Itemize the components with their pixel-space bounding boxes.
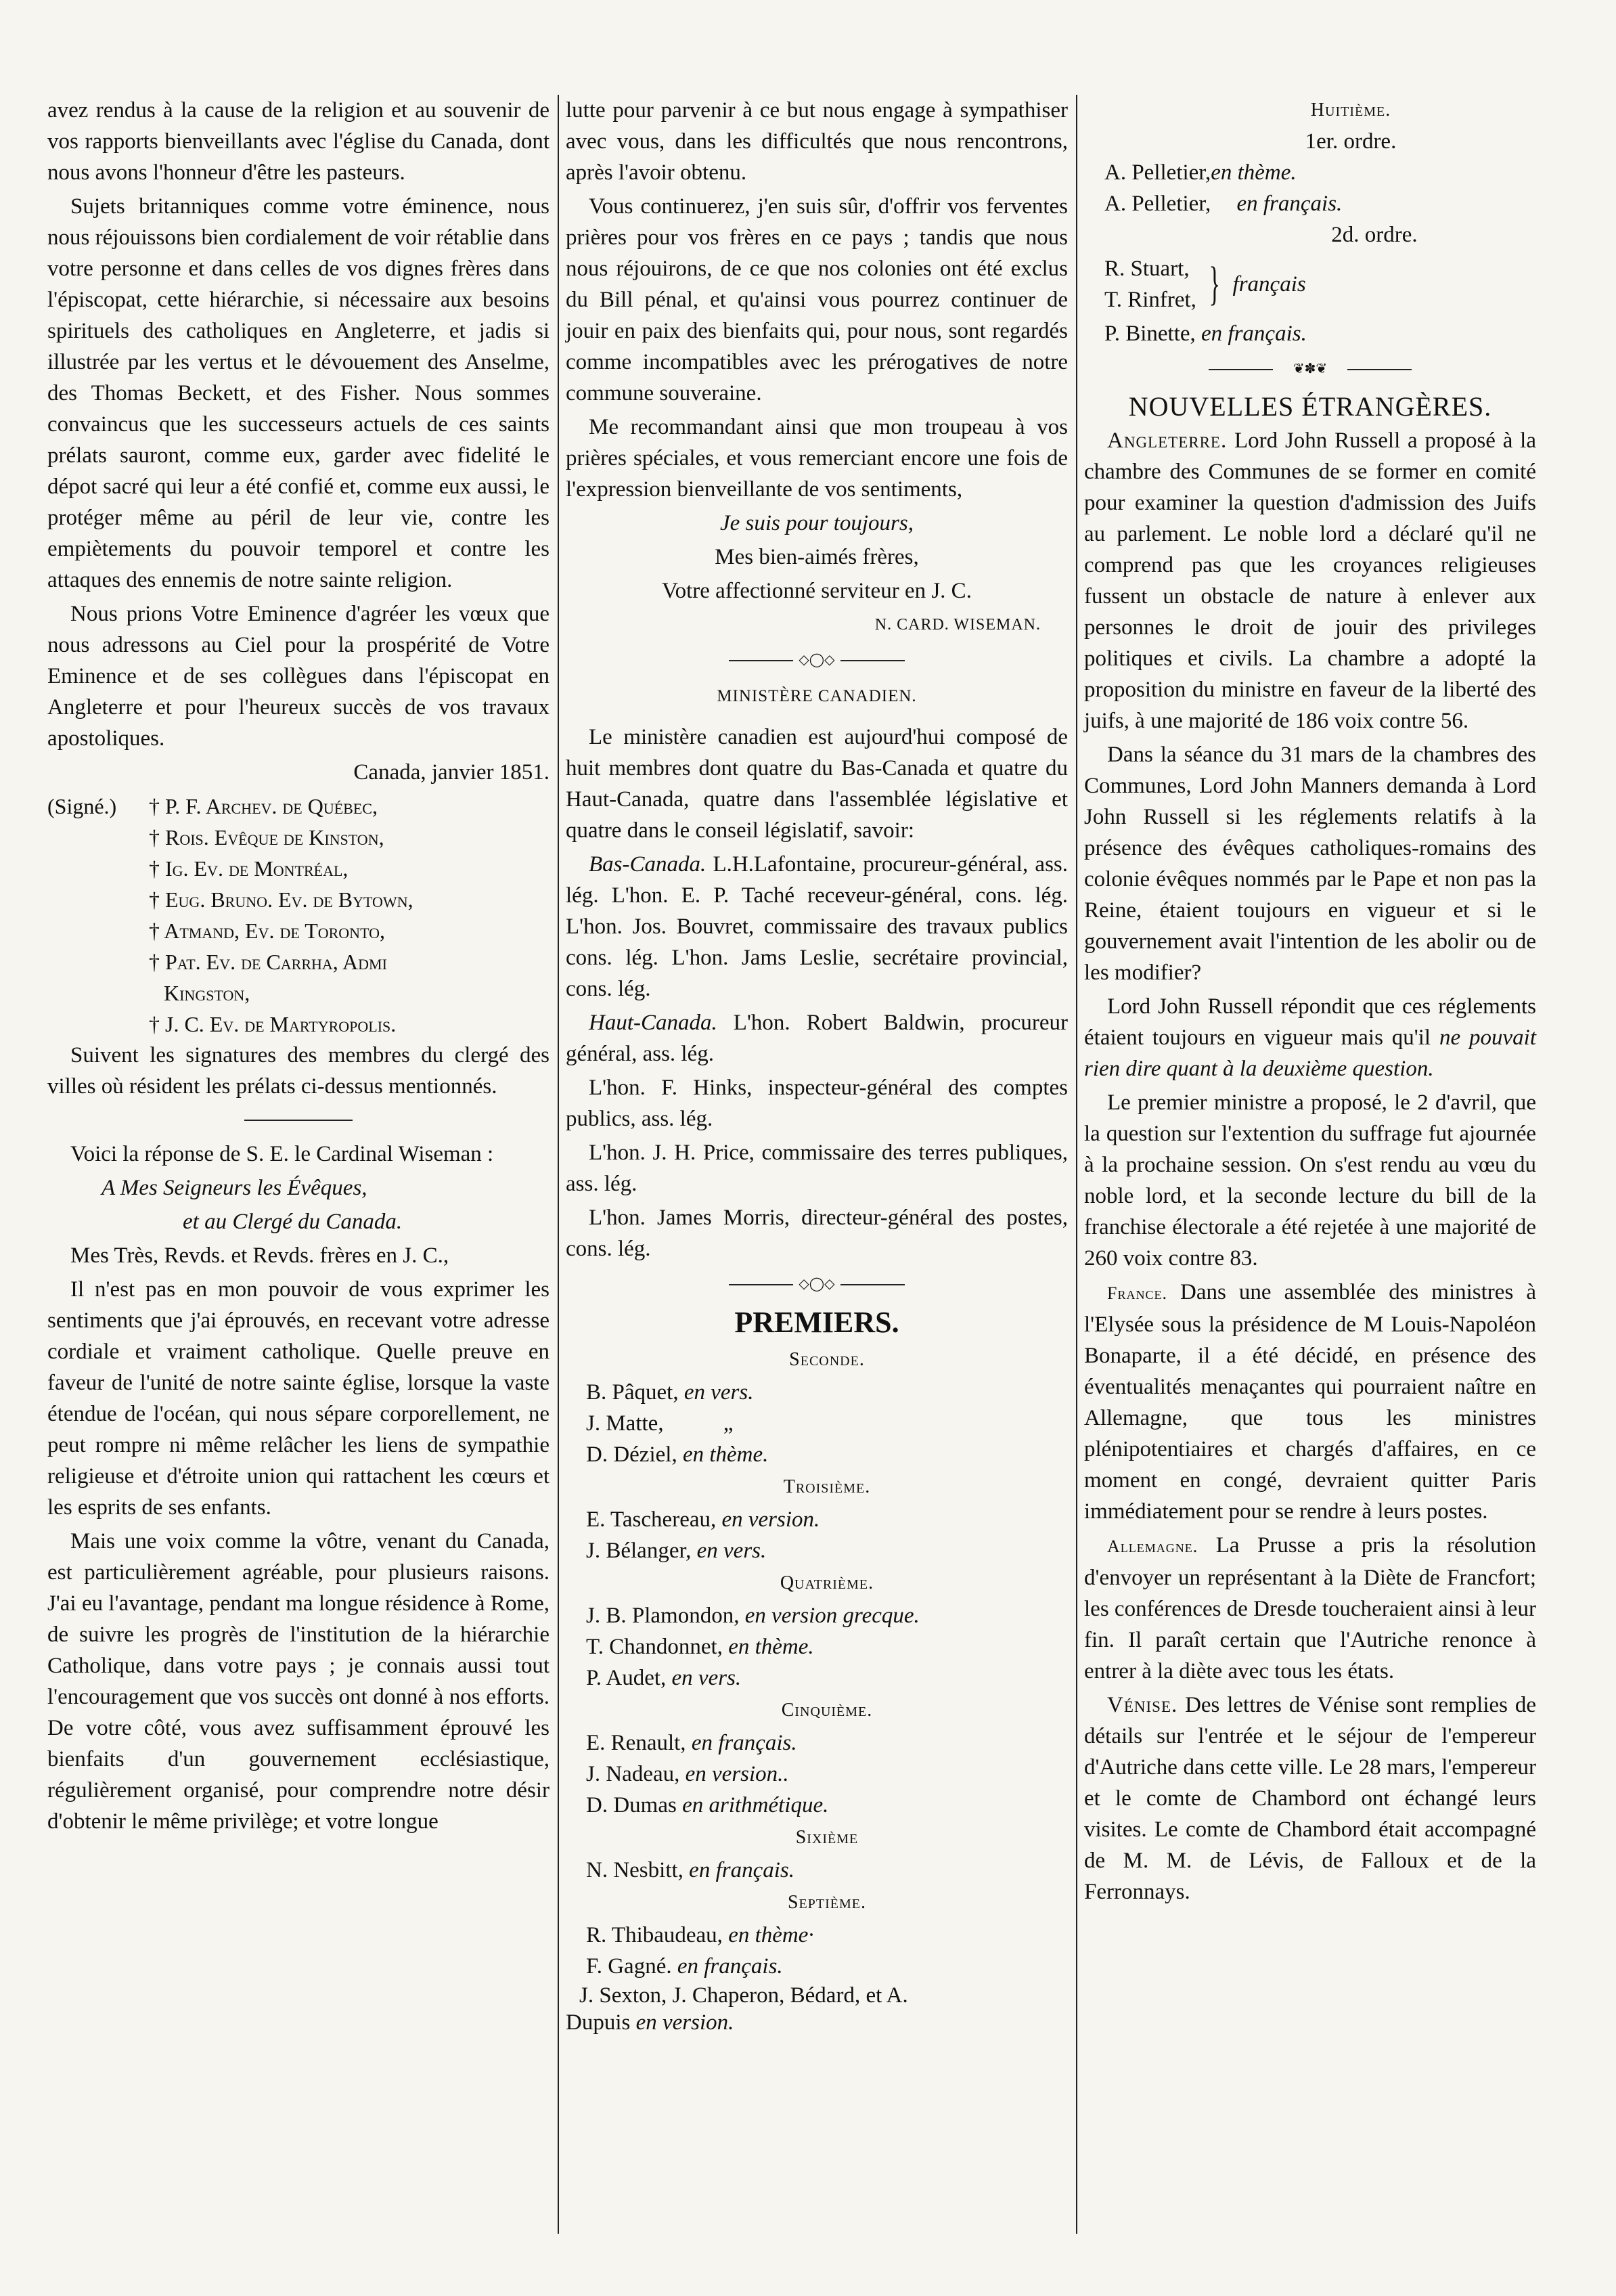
- list-item: B. Pâquet, en vers.: [586, 1380, 754, 1405]
- paragraph-text: La Prusse a pris la résolution d'envoyer un représentant à la Diète de Francfort; les conférences de Dresde toucheraient ainsi à leur fin. Il paraît certain que l'Autriche renonce à entrer à la diète avec tous les états.: [1084, 1533, 1536, 1683]
- paragraph: Me recommandant ainsi que mon troupeau à vos prières spéciales, et vous remerciant encore une fois de l'expression bienveillante de vos sentiments,: [566, 415, 1068, 502]
- column-1: [47, 95, 549, 2261]
- column-rule: [558, 95, 559, 2234]
- order-heading: 2d. ordre.: [1331, 223, 1418, 247]
- paragraph: [1084, 1277, 1536, 1527]
- bracketed-names: [1104, 253, 1536, 315]
- paragraph: Vous continuerez, j'en suis sûr, d'offrir vos ferventes prières pour vos frères en ce pays ; tandis que nous nous réjouirons, de ce que nos colonies ont été exclus du Bill pénal, et qu'ainsi vous pourrez continuer de jouir en paix des bienfaits qui, pour nous, sont regardés comme incompatibles avec les prérogatives de notre commune souveraine.: [566, 194, 1068, 405]
- paragraph: Nous prions Votre Eminence d'agréer les vœux que nous adressons au Ciel pour la prospérité de Votre Eminence et de ses collègues dans l'épiscopat en Angleterre et pour l'heureux succès de vos travaux apostoliques.: [47, 602, 549, 751]
- list-item: F. Gagné. en français.: [586, 1954, 783, 1979]
- prize-list: [1084, 157, 1536, 349]
- paragraph-text: L'hon. Robert Baldwin, procureur général, ass. lég.: [566, 1011, 1068, 1066]
- paragraph-text: ne pouvait rien dire quant à la deuxième question.: [1084, 1025, 1536, 1081]
- ornament-divider: ◇◯◇: [729, 653, 905, 669]
- signature-line: † Eug. Bruno. Ev. de Bytown,: [149, 887, 413, 912]
- ornament-divider: ◇◯◇: [729, 1277, 905, 1293]
- country-label: Angleterre.: [1107, 428, 1228, 453]
- class-heading: Seconde.: [789, 1349, 865, 1370]
- region-label: Bas-Canada.: [589, 852, 706, 877]
- list-item: N. Nesbitt, en français.: [586, 1858, 794, 1882]
- ornament-divider: ❦✽❦: [1209, 361, 1412, 378]
- list-item: P. Audet, en vers.: [586, 1666, 742, 1690]
- section-heading: PREMIERS.: [734, 1306, 899, 1339]
- class-heading: Quatrième.: [780, 1572, 874, 1593]
- paragraph-text: Dans une assemblée des ministres à l'Elysée sous la présidence de M Louis-Napoléon Bonaparte, il a été décidé, en présence des éventualités menaçantes qui pourraient naître en Allemagne, que tous les ministres plénipotentiaires et chargés d'affaires, en ce moment en congé, devraient quitter Paris immédiatement pour se rendre à leurs postes.: [1084, 1280, 1536, 1524]
- order-heading: 1er. ordre.: [1305, 129, 1397, 154]
- list-item: R. Thibaudeau, en thème·: [586, 1923, 814, 1947]
- paragraph-text: L.H.Lafontaine, procureur-général, ass. lég. L'hon. E. P. Taché receveur-général, cons. lég. L'hon. Jos. Bouvret, commissaire des travaux publics cons. lég. L'hon. Jams Leslie, secrétaire provincial, cons. lég.: [566, 852, 1068, 1001]
- country-label: France.: [1107, 1283, 1167, 1303]
- paragraph-text: Lord John Russell répondit que ces réglements étaient toujours en vigueur mais qu'il: [1084, 994, 1536, 1050]
- signature-line: † Pat. Ev. de Carrha, Admi: [149, 950, 387, 974]
- class-heading: Troisième.: [783, 1476, 871, 1497]
- country-label: Allemagne.: [1107, 1537, 1198, 1556]
- paragraph: Mes Très, Revds. et Revds. frères en J. C.,: [70, 1243, 449, 1268]
- paragraph: [566, 1007, 1068, 1069]
- section-heading: NOUVELLES ÉTRANGÈRES.: [1128, 391, 1492, 422]
- list-item: R. Stuart,: [1104, 257, 1190, 281]
- list-item: P. Binette, en français.: [1104, 322, 1307, 346]
- list-item: J. Bélanger, en vers.: [586, 1539, 767, 1563]
- signe-label: (Signé.): [47, 794, 117, 818]
- column-2: [566, 95, 1068, 2261]
- paragraph: avez rendus à la cause de la religion et au souvenir de vos rapports bienveillants avec l'église du Canada, dont nous avons l'honneur d'être les pasteurs.: [47, 98, 549, 185]
- signature-line: † Atmand, Ev. de Toronto,: [149, 919, 386, 943]
- signature-line: † Rois. Evêque de Kinston,: [149, 825, 384, 849]
- list-item: J. Matte, „: [586, 1411, 734, 1436]
- section-divider: [244, 1120, 353, 1121]
- class-heading: Septième.: [787, 1892, 866, 1913]
- newspaper-page: [47, 95, 1536, 2261]
- paragraph: [566, 849, 1068, 1005]
- paragraph: L'hon. F. Hinks, inspecteur-général des comptes publics, ass. lég.: [566, 1076, 1068, 1131]
- list-item: D. Dumas en arithmétique.: [586, 1793, 829, 1817]
- list-item: A. Pelletier,en thème.: [1104, 160, 1297, 185]
- list-item: J. B. Plamondon, en version grecque.: [586, 1604, 920, 1628]
- address-line: A Mes Seigneurs les Évêques,: [102, 1176, 367, 1200]
- signature-block: [47, 791, 549, 1040]
- paragraph: L'hon. James Morris, directeur-général des postes, cons. lég.: [566, 1206, 1068, 1261]
- address-line: et au Clergé du Canada.: [183, 1210, 403, 1234]
- class-heading: Huitième.: [1310, 100, 1391, 120]
- signature-line: † Ig. Ev. de Montréal,: [149, 856, 349, 881]
- paragraph-text: Des lettres de Vénise sont remplies de détails sur l'entrée et le séjour de l'empereur d'Autriche dans cette ville. Le 28 mars, l'empereur et le comte de Chambord ont échangé leurs visites. Le comte de Chambord était accompagné de M. M. de Lévis, de Falloux et de la Ferronnays.: [1084, 1693, 1536, 1904]
- country-label: Vénise.: [1107, 1693, 1178, 1717]
- list-item: A. Pelletier, en français.: [1104, 192, 1343, 216]
- paragraph: Le ministère canadien est aujourd'hui composé de huit membres dont quatre du Bas-Canada et quatre du Haut-Canada, quatre dans l'assemblée législative et quatre dans le conseil législatif, savoir:: [566, 725, 1068, 843]
- signature-line: † P. F. Archev. de Québec,: [149, 794, 378, 818]
- paragraph: [1084, 991, 1536, 1084]
- paragraph: L'hon. J. H. Price, commissaire des terres publiques, ass. lég.: [566, 1141, 1068, 1196]
- column-rule: [1076, 95, 1077, 2234]
- date-line: Canada, janvier 1851.: [353, 760, 549, 785]
- brace-glyph: }: [1209, 258, 1221, 310]
- list-item: J. Nadeau, en version..: [586, 1762, 789, 1786]
- paragraph: Le premier ministre a proposé, le 2 d'avril, que la question sur l'extention du suffrage fut ajournée à la prochaine session. On s'est rendu au vœu du noble lord, et la seconde lecture du bill de la franchise électorale a été rejetée à une majorité de 260 voix contre 83.: [1084, 1090, 1536, 1271]
- paragraph: [1084, 425, 1536, 736]
- signature-line: † J. C. Ev. de Martyropolis.: [149, 1012, 397, 1036]
- paragraph: Il n'est pas en mon pouvoir de vous exprimer les sentiments que j'ai éprouvés, en recevant votre adresse cordiale et vraiment catholique. Quelle preuve en faveur de l'unité de notre sainte église, lorsque la vaste étendue de l'océan, qui nous sépare corporellement, ne peut rompre ni même relâcher les liens de sympathie religieuse et d'étroite union qui rattachent les cœurs et les esprits de ses enfants.: [47, 1277, 549, 1520]
- paragraph: Sujets britanniques comme votre éminence, nous nous réjouissons bien cordialement de voir rétablie dans votre personne et dans celles de vos dignes frères dans l'épiscopat, cette hiérarchie, si nécessaire aux besoins spirituels des catholiques en Angleterre, et jadis si illustrée par les vertus et le dévouement des Anselme, des Thomas Beckett, et des Fisher. Nous sommes convaincus que les successeurs actuels de ces saints prélats sauront, comme eux, garder avec fidelité le dépot sacré qui leur a été confié et, comme eux aussi, le protéger même au péril de leur vie, contre les empiètements du pouvoir temporel et contre les attaques des ennemis de notre sainte religion.: [47, 194, 549, 592]
- column-3: [1084, 95, 1536, 2261]
- closing-line: Votre affectionné serviteur en J. C.: [662, 579, 972, 603]
- list-item: J. Sexton, J. Chaperon, Bédard, et A. Dupuis en version.: [566, 1983, 908, 2035]
- paragraph: Voici la réponse de S. E. le Cardinal Wiseman :: [70, 1142, 494, 1166]
- signature: N. CARD. WISEMAN.: [874, 616, 1041, 634]
- class-heading: Sixième: [795, 1827, 859, 1848]
- list-item: T. Chandonnet, en thème.: [586, 1635, 814, 1659]
- signature-line: Kingston,: [164, 981, 250, 1005]
- closing-line: Je suis pour toujours,: [719, 511, 914, 535]
- paragraph: [1084, 1690, 1536, 1907]
- paragraph: Suivent les signatures des membres du clergé des villes où résident les prélats ci-dessus mentionnés.: [47, 1043, 549, 1099]
- list-item: E. Taschereau, en version.: [586, 1507, 820, 1532]
- closing-line: Mes bien-aimés frères,: [715, 545, 919, 569]
- list-item: D. Déziel, en thème.: [586, 1442, 769, 1467]
- list-item: E. Renault, en français.: [586, 1731, 797, 1755]
- list-item: T. Rinfret,: [1104, 288, 1196, 312]
- paragraph: Mais une voix comme la vôtre, venant du Canada, est particulièrement agréable, pour plusieurs raisons. J'ai eu l'avantage, pendant ma longue résidence à Rome, de suivre les progrès de l'institution de la hiérarchie Catholique, dans votre pays ; je connais aussi tout l'encouragement que vos succès ont donné à nos efforts. De votre côté, vous avez suffisamment éprouvé les bienfaits d'un gouvernement ecclésiastique, régulièrement organisé, pour comprendre notre désir d'obtenir le même privilège; et votre longue: [47, 1529, 549, 1834]
- prize-list: [566, 1344, 1068, 1982]
- paragraph-text: Lord John Russell a proposé à la chambre des Communes de se former en comité pour examiner la question d'admission des Juifs au parlement. Le noble lord a déclaré qu'il ne comprend pas que les croyances religieuses fussent un obstacle de nature à enlever aux personnes le droit de jouir des privileges politiques et civils. La chambre a adopté la proposition du ministre en faveur de la liberté des juifs, à une majorité de 186 voix contre 56.: [1084, 428, 1536, 733]
- paragraph: Dans la séance du 31 mars de la chambres des Communes, Lord John Manners demanda à Lord John Russell si les réglements relatifs à la présence des évêques catholiques-romains des colonie évêques nommés par le Pape et non pas la Reine, étaient toujours en vigueur et si le gouvernement avait l'intention de les abolir ou de les modifier?: [1084, 743, 1536, 985]
- paragraph: [1084, 1530, 1536, 1687]
- class-heading: Cinquième.: [781, 1700, 873, 1721]
- subject: français: [1232, 272, 1306, 296]
- section-heading: MINISTÈRE CANADIEN.: [717, 687, 917, 705]
- paragraph: lutte pour parvenir à ce but nous engage à sympathiser avec vous, dans les difficultés que nous rencontrons, après l'avoir obtenu.: [566, 98, 1068, 185]
- region-label: Haut-Canada.: [589, 1011, 717, 1035]
